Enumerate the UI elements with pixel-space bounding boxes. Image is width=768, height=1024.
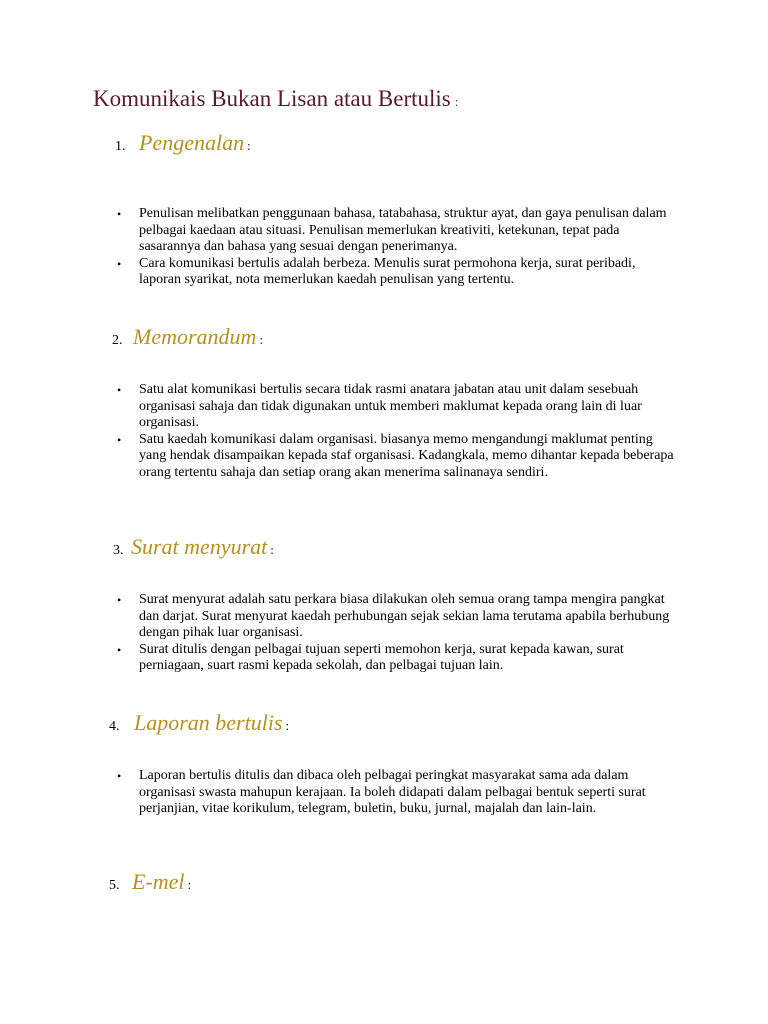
bullet-icon: • xyxy=(117,256,122,271)
list-item xyxy=(117,592,677,642)
list-item xyxy=(117,432,677,482)
section-title: Pengenalan xyxy=(139,130,245,155)
list-item xyxy=(117,382,677,432)
list-item-text: Surat menyurat adalah satu perkara biasa dilakukan oleh semua orang tampa mengira pangkat dan darjat. Surat menyurat kaedah perhubungan sejak sekian lama terutama apabila berhubung dengan pihak luar organisasi. xyxy=(139,592,670,641)
section-heading-memorandum xyxy=(112,324,263,350)
section-heading-laporan-bertulis xyxy=(109,710,289,736)
section-colon: : xyxy=(247,138,251,153)
bullet-list-surat-menyurat xyxy=(117,592,677,675)
bullet-icon: • xyxy=(117,642,122,657)
list-item-text: Penulisan melibatkan penggunaan bahasa, tatabahasa, struktur ayat, dan gaya penulisan dalam pelbagai kaedaan atau situasi. Penulisan memerlukan kreativiti, ketekunan, tepat pada sasarannya dan bahasa yang sesuai dengan penerimanya. xyxy=(139,206,667,255)
section-title: Surat menyurat xyxy=(131,534,268,559)
section-colon: : xyxy=(285,718,290,733)
list-item-text: Surat ditulis dengan pelbagai tujuan seperti memohon kerja, surat kepada kawan, surat perniagaan, suart rasmi kepada sekolah, dan pelbagai tujuan lain. xyxy=(139,641,624,674)
section-colon: : xyxy=(259,332,264,347)
section-number: 3. xyxy=(113,543,124,558)
list-item-text: Laporan bertulis ditulis dan dibaca oleh pelbagai peringkat masyarakat sama ada dalam organisasi swasta mahupun kerajaan. Ia boleh didapati dalam pelbagai bentuk seperti surat perjanjian, vitae korikulum, telegram, buletin, buku, jurnal, majalah dan lain-lain. xyxy=(139,768,646,817)
list-item-text: Satu kaedah komunikasi dalam organisasi. biasanya memo mengandungi maklumat penting yang hendak disampaikan kepada staf organisasi. Kadangkala, memo dihantar kepada beberapa orang tertentu sahaja dan setiap orang akan menerima salinanaya sendiri. xyxy=(139,431,674,480)
section-number: 2. xyxy=(112,333,123,348)
section-number: 5. xyxy=(109,878,120,893)
section-title: Memorandum xyxy=(133,324,257,349)
bullet-icon: • xyxy=(117,769,122,783)
section-title: Laporan bertulis xyxy=(134,710,283,735)
list-item xyxy=(117,256,677,289)
bullet-list-laporan-bertulis xyxy=(117,768,677,818)
list-item xyxy=(117,642,677,675)
section-title: E-mel xyxy=(132,869,185,894)
section-heading-pengenalan xyxy=(115,130,251,156)
section-heading-e-mel xyxy=(109,869,191,895)
title-text: Komunikais Bukan Lisan atau Bertulis xyxy=(93,86,451,111)
list-item xyxy=(117,768,677,818)
bullet-list-memorandum xyxy=(117,382,677,482)
section-number: 4. xyxy=(109,719,120,734)
bullet-icon: • xyxy=(117,432,122,447)
bullet-icon: • xyxy=(117,207,122,221)
list-item-text: Satu alat komunikasi bertulis secara tidak rasmi anatara jabatan atau unit dalam sesebuah organisasi sahaja dan tidak digunakan untuk memberi maklumat kepada orang lain di luar organisasi. xyxy=(139,382,642,431)
section-colon: : xyxy=(270,542,274,557)
section-heading-surat-menyurat xyxy=(113,534,274,560)
list-item xyxy=(117,206,677,256)
bullet-icon: • xyxy=(117,593,122,607)
title-colon: : xyxy=(454,94,459,109)
bullet-list-pengenalan xyxy=(117,206,677,289)
section-colon: : xyxy=(187,877,192,892)
bullet-icon: • xyxy=(117,383,122,397)
document-title xyxy=(93,86,458,112)
section-number: 1. xyxy=(115,139,126,154)
list-item-text: Cara komunikasi bertulis adalah berbeza. Menulis surat permohona kerja, surat peribadi, laporan syarikat, nota memerlukan kaedah penulisan yang tertentu. xyxy=(139,255,636,288)
